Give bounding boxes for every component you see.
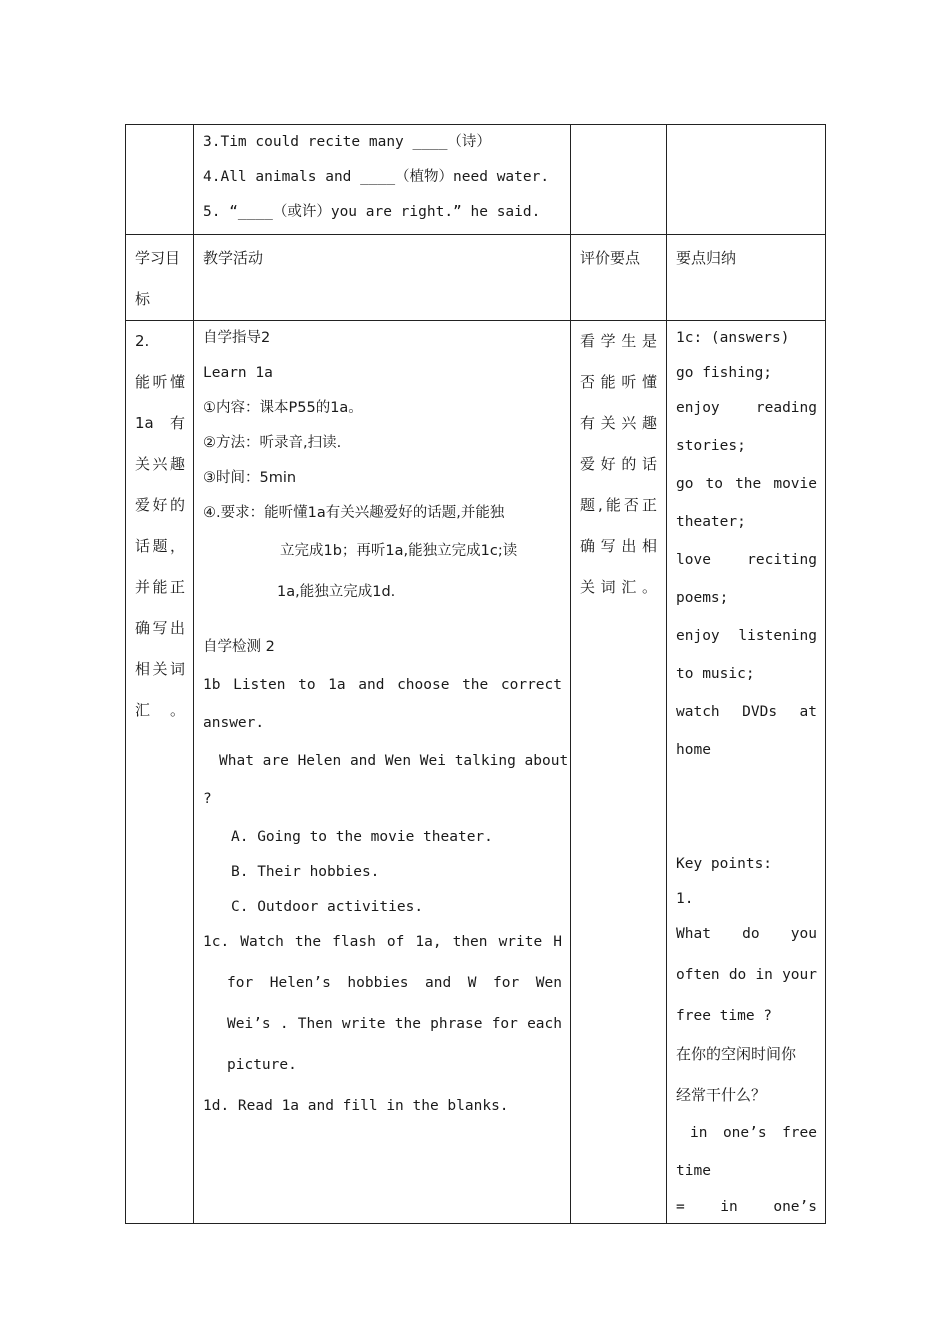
- question-line2: ?: [203, 791, 212, 807]
- evaluation-line: 有关兴趣: [580, 414, 658, 432]
- q1b-line1: 1b Listen to 1a and choose the correct: [203, 677, 562, 693]
- key-point-phrase-line3: = in one’s: [676, 1199, 817, 1215]
- answer-5-line2: to music;: [676, 666, 755, 682]
- exercise-3: 3.Tim could recite many ____（诗）: [203, 134, 491, 150]
- q1b-line2: answer.: [203, 715, 265, 731]
- answer-5-line1: enjoy listening: [676, 628, 817, 644]
- answer-6-line1: watch DVDs at: [676, 704, 817, 720]
- objective-line: 能听懂: [135, 373, 185, 391]
- answer-2-line2: stories;: [676, 438, 746, 454]
- key-point-number: 1.: [676, 891, 694, 907]
- key-point-question-line1: What do you: [676, 926, 817, 942]
- key-point-question-line3: free time ?: [676, 1008, 773, 1024]
- summary-cell: [667, 321, 826, 1224]
- evaluation-line: 题,能否正: [580, 496, 658, 514]
- key-point-translation-line2: 经常干什么？: [676, 1086, 767, 1104]
- answer-3-line2: theater;: [676, 514, 746, 530]
- empty-cell: [126, 125, 194, 235]
- q1c-line2: for Helen’s hobbies and W for Wen: [227, 975, 562, 991]
- key-point-phrase-line2: time: [676, 1163, 711, 1179]
- header-row: [126, 235, 826, 321]
- content-row: [126, 321, 826, 1224]
- header-evaluation: [571, 235, 667, 321]
- header-summary-label: 要点归纳: [676, 249, 737, 267]
- objective-line: 确写出: [135, 619, 185, 637]
- exercise-5: 5. “____（或许）you are right.” he said.: [203, 204, 541, 220]
- key-point-question-line2: often do in your: [676, 967, 817, 983]
- objective-line: 爱好的: [135, 496, 185, 514]
- activity-cell: [194, 321, 571, 1224]
- empty-cell: [571, 125, 667, 235]
- guide-time: ③时间：5min: [203, 470, 297, 486]
- guide-requirement-line2: 立完成1b；再听1a,能独立完成1c;读: [280, 543, 518, 559]
- question-line1: What are Helen and Wen Wei talking about: [219, 753, 569, 769]
- q1c-line4: picture.: [227, 1057, 297, 1073]
- evaluation-line: 爱好的话: [580, 455, 658, 473]
- answer-1: go fishing;: [676, 365, 773, 381]
- objective-line: 并能正: [135, 578, 185, 596]
- header-objective: [126, 235, 194, 321]
- q1d: 1d. Read 1a and fill in the blanks.: [203, 1098, 509, 1114]
- guide-requirement-line3: 1a,能独立完成1d.: [277, 584, 396, 600]
- answers-title: 1c: (answers): [676, 330, 790, 346]
- evaluation-cell: [571, 321, 667, 1224]
- evaluation-line: 看学生是: [580, 332, 658, 350]
- objective-line: 2.: [135, 332, 150, 350]
- answer-6-line2: home: [676, 742, 711, 758]
- header-summary: [667, 235, 826, 321]
- objective-cell: [126, 321, 194, 1224]
- objective-line: 话题，: [135, 537, 185, 555]
- evaluation-line: 关词汇。: [580, 578, 658, 596]
- self-study-guide-title: 自学指导2: [203, 330, 271, 346]
- evaluation-line: 确写出相: [580, 537, 658, 555]
- option-b: B. Their hobbies.: [231, 864, 380, 880]
- self-test-title: 自学检测 2: [203, 639, 275, 655]
- exercise-4: 4.All animals and ____（植物）need water.: [203, 169, 550, 185]
- header-objective-line2: 标: [135, 290, 151, 308]
- header-evaluation-label: 评价要点: [580, 249, 641, 267]
- option-c: C. Outdoor activities.: [231, 899, 424, 915]
- exercise-continuation-row: [126, 125, 826, 235]
- lesson-plan-table: [125, 124, 826, 1224]
- key-point-translation-line1: 在你的空闲时间你: [676, 1045, 797, 1063]
- evaluation-line: 否能听懂: [580, 373, 658, 391]
- objective-line: 汇。: [135, 701, 185, 719]
- guide-content: ①内容：课本P55的1a。: [203, 400, 363, 416]
- guide-requirement-line1: ④.要求：能听懂1a有关兴趣爱好的话题,并能独: [203, 505, 505, 521]
- header-objective-line1: 学习目: [135, 249, 181, 267]
- option-a: A. Going to the movie theater.: [231, 829, 493, 845]
- objective-line: 相关词: [135, 660, 185, 678]
- learn-label: Learn 1a: [203, 365, 273, 381]
- q1c-line3: Wei’s . Then write the phrase for each: [227, 1016, 562, 1032]
- guide-method: ②方法：听录音,扫读.: [203, 435, 342, 451]
- answer-4-line2: poems;: [676, 590, 729, 606]
- fill-in-exercises-cell: [194, 125, 571, 235]
- empty-cell: [667, 125, 826, 235]
- objective-line: 1a 有: [135, 414, 185, 432]
- key-points-title: Key points:: [676, 856, 773, 872]
- answer-4-line1: love reciting: [676, 552, 817, 568]
- q1c-line1: 1c. Watch the flash of 1a, then write H: [203, 934, 562, 950]
- answer-2-line1: enjoy reading: [676, 400, 817, 416]
- header-activity: [194, 235, 571, 321]
- answer-3-line1: go to the movie: [676, 476, 817, 492]
- header-activity-label: 教学活动: [203, 249, 264, 267]
- key-point-phrase-line1: in one’s free: [690, 1125, 817, 1141]
- objective-line: 关兴趣: [135, 455, 185, 473]
